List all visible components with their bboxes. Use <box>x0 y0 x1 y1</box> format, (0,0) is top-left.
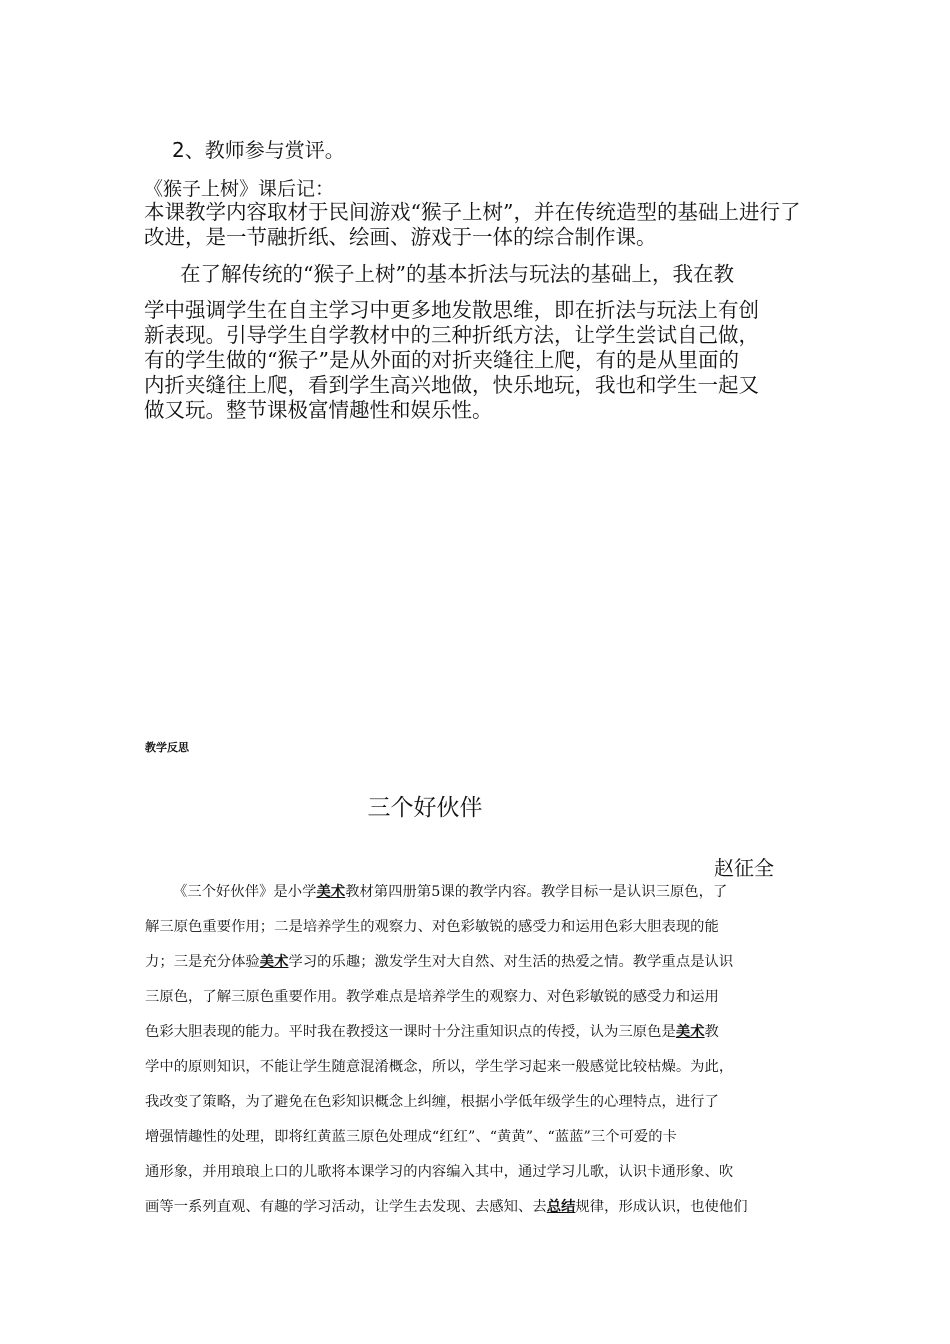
paragraph-line: 在了解传统的“猴子上树”的基本折法与玩法的基础上，我在教 <box>180 262 734 286</box>
text-run: 画等一系列直观、有趣的学习活动，让学生去发现、去感知、去 <box>145 1199 547 1215</box>
article-body <box>145 878 810 1228</box>
text-run: 解三原色重要作用；二是培养学生的观察力、对色彩敏锐的感受力和运用色彩大胆表现的能 <box>145 919 719 935</box>
text-run: 色彩大胆表现的能力。平时我在教授这一课时十分注重知识点的传授，认为三原色是 <box>145 1024 676 1040</box>
article-line <box>145 1123 810 1158</box>
article-line <box>145 983 810 1018</box>
keyword-link[interactable]: 总结 <box>546 1199 576 1215</box>
section-heading: 教学反思 <box>145 741 189 754</box>
text-run: 三原色，了解三原色重要作用。教学难点是培养学生的观察力、对色彩敏锐的感受力和运用 <box>145 989 719 1005</box>
text-run: 规律，形成认识，也使他们 <box>575 1199 748 1215</box>
paragraph-line: 学中强调学生在自主学习中更多地发散思维，即在折法与玩法上有创 <box>144 298 759 322</box>
article-title: 三个好伙伴 <box>367 795 483 821</box>
paragraph-intro: 本课教学内容取材于民间游戏“猴子上树”，并在传统造型的基础上进行了改进，是一节融折纸、绘画、游戏于一体的综合制作课。 <box>144 200 801 249</box>
article-line <box>145 1158 810 1193</box>
text-run: 通形象，并用琅琅上口的儿歌将本课学习的内容编入其中，通过学习儿歌，认识卡通形象、吹 <box>145 1164 734 1180</box>
keyword-link[interactable]: 美术 <box>316 884 346 900</box>
article-line <box>145 1018 810 1053</box>
text-run: 力；三是充分体验 <box>145 954 260 970</box>
keyword-link[interactable]: 美术 <box>259 954 289 970</box>
article-line <box>145 878 810 913</box>
paragraph-line: 内折夹缝往上爬，看到学生高兴地做，快乐地玩，我也和学生一起又 <box>144 373 759 397</box>
text-run: 《三个好伙伴》是小学 <box>173 884 317 900</box>
keyword-link[interactable]: 美术 <box>675 1024 705 1040</box>
paragraph-line: 有的学生做的“猴子”是从外面的对折夹缝往上爬，有的是从里面的 <box>144 348 739 372</box>
paragraph-line: 新表现。引导学生自学教材中的三种折纸方法，让学生尝试自己做， <box>144 323 759 347</box>
article-line <box>145 948 810 983</box>
article-line <box>145 1053 810 1088</box>
article-line <box>145 913 810 948</box>
text-run: 教材第四册第5课的教学内容。教学目标一是认识三原色，了 <box>345 884 728 900</box>
text-run: 学中的原则知识，不能让学生随意混淆概念，所以，学生学习起来一般感觉比较枯燥。为此， <box>145 1059 734 1075</box>
author-name: 赵征全 <box>714 856 774 880</box>
paragraph-reflection <box>144 260 809 423</box>
article-line <box>145 1193 810 1228</box>
step-line: 2、教师参与赏评。 <box>172 138 345 162</box>
paragraph-line: 做又玩。整节课极富情趣性和娱乐性。 <box>144 398 493 422</box>
article-line <box>145 1088 810 1123</box>
text-run: 增强情趣性的处理，即将红黄蓝三原色处理成“红红”、“黄黄”、“蓝蓝”三个可爱的卡 <box>145 1129 677 1145</box>
text-run: 教 <box>704 1024 719 1040</box>
text-run: 学习的乐趣；激发学生对大自然、对生活的热爱之情。教学重点是认识 <box>288 954 734 970</box>
text-run: 我改变了策略，为了避免在色彩知识概念上纠缠，根据小学低年级学生的心理特点，进行了 <box>145 1094 719 1110</box>
note-title: 《猴子上树》课后记： <box>144 178 335 200</box>
